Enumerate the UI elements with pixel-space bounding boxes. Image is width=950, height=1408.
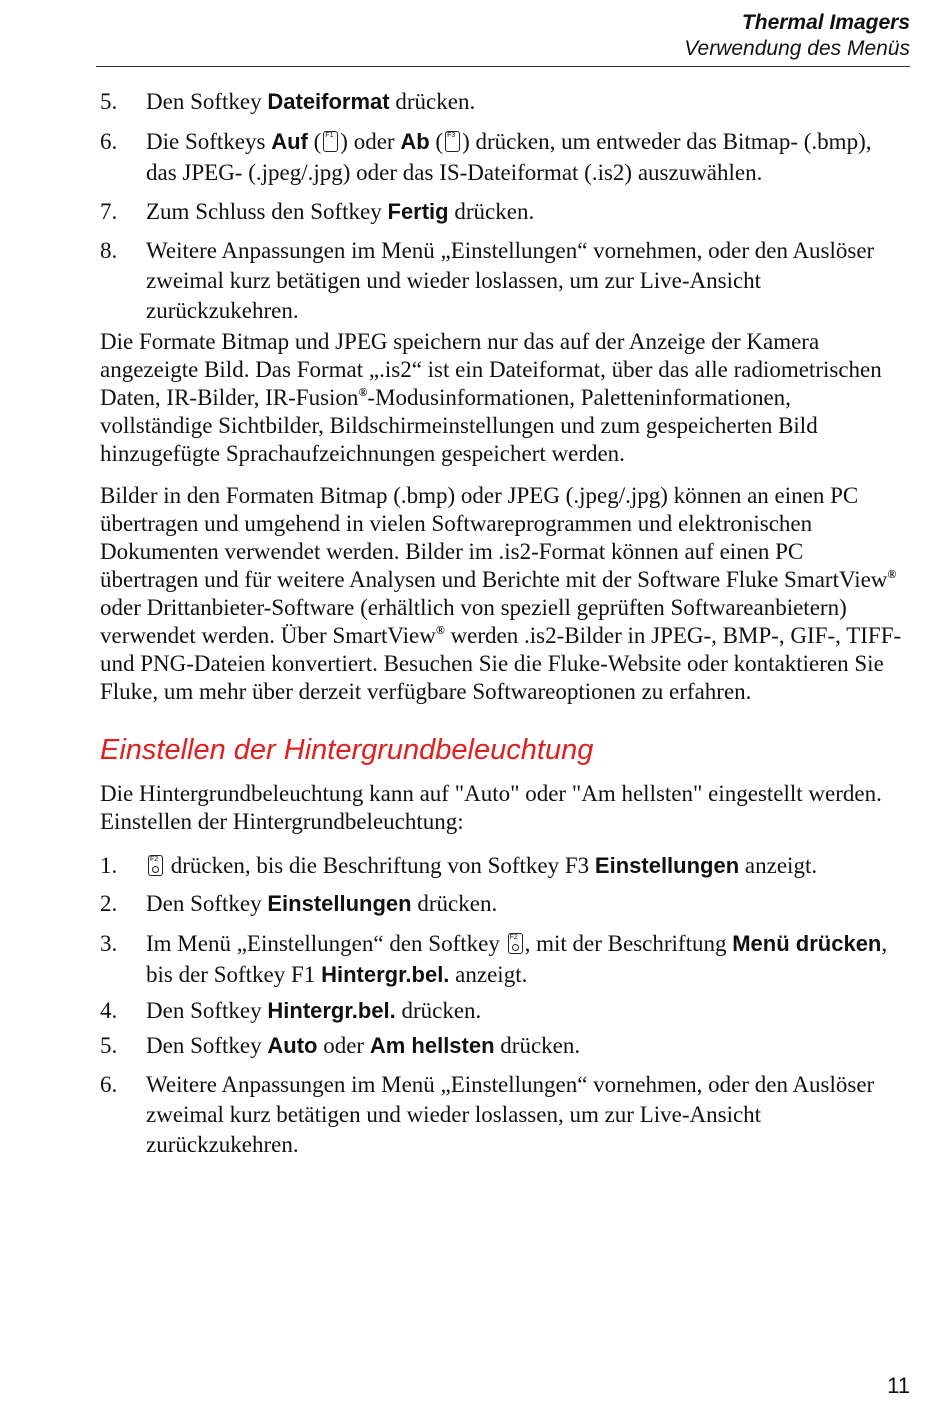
- steps-list-file-format: [100, 88, 906, 326]
- step-text: , mit der Beschriftung: [524, 931, 733, 956]
- f3-key-icon: F3: [445, 131, 460, 152]
- step-number: 5.: [100, 89, 118, 114]
- f2-key-icon: F2: [508, 933, 523, 954]
- step-text: drücken.: [389, 89, 476, 114]
- step-text: oder: [317, 1033, 370, 1058]
- step-text: drücken.: [448, 199, 535, 224]
- paragraph-backlight-intro: Die Hintergrundbeleuchtung kann auf "Auto" oder "Am hellsten" eingestellt werden. Einstellen der Hintergrundbeleuchtung:: [100, 781, 882, 834]
- f1-key-icon: F1: [323, 131, 338, 152]
- step-text: Den Softkey: [146, 1033, 268, 1058]
- step-text: drücken.: [411, 891, 498, 916]
- step-text: Im Menü „Einstellungen“ den Softkey: [146, 931, 506, 956]
- step-text: (: [307, 129, 322, 154]
- page-header: [684, 10, 910, 62]
- step-text: Den Softkey: [146, 891, 268, 916]
- step-text: Die Softkeys: [146, 129, 272, 154]
- list-item: [100, 126, 906, 188]
- softkey-label: Auf: [271, 129, 308, 154]
- header-rule: [96, 66, 910, 67]
- list-item: [100, 852, 906, 880]
- step-number: 6.: [100, 129, 118, 154]
- step-number: 2.: [100, 891, 118, 916]
- softkey-label: Dateiformat: [267, 89, 390, 114]
- step-number: 4.: [100, 998, 118, 1023]
- step-text: Weitere Anpassungen im Menü „Einstellungen“ vornehmen, oder den Auslöser zweimal kurz betätigen und wieder loslassen, um zur Live-Ansicht zurückzukehren.: [146, 1072, 875, 1157]
- step-number: 6.: [100, 1072, 118, 1097]
- step-number: 5.: [100, 1033, 118, 1058]
- registered-mark: ®: [887, 567, 897, 581]
- step-text: drücken, bis die Beschriftung von Softkey F3: [165, 853, 595, 878]
- step-text: , bis der Softkey F1: [146, 931, 888, 987]
- list-item: [100, 928, 906, 990]
- step-number: 8.: [100, 238, 118, 263]
- header-subtitle: Verwendung des Menüs: [684, 37, 910, 60]
- list-item: [100, 890, 906, 918]
- softkey-label: Hintergr.bel.: [321, 962, 450, 987]
- paragraph-software: Bilder in den Formaten Bitmap (.bmp) oder JPEG (.jpeg/.jpg) können an einen PC übertragen und umgehend in vielen Softwareprogrammen und elektronischen Dokumenten verwendet werden. Bilder im .is2-Format können auf einen PC übertragen und für weitere Analysen und Berichte mit der Software Fluke SmartView® oder Drittanbieter-Software (erhältlich von speziell geprüften Softwareanbietern) verwendet werden. Über SmartView® werden .is2-Bilder in JPEG-, BMP-, GIF-, TIFF- und PNG-Dateien konvertiert. Besuchen Sie die Fluke-Website oder kontaktieren Sie Fluke, um mehr über derzeit verfügbare Softwareoptionen zu erfahren.: [100, 483, 902, 704]
- steps-list-backlight: [100, 852, 906, 1160]
- paragraph-file-formats: Die Formate Bitmap und JPEG speichern nur das auf der Anzeige der Kamera angezeigte Bild. Das Format „.is2“ ist ein Dateiformat, über das alle radiometrischen Daten, IR-Bilder, IR-Fusion®-Modusinformationen, Paletteninformationen, vollständige Sichtbilder, Bildschirmeinstellungen und zum gespeicherten Bild hinzugefügte Sprachaufzeichnungen gespeichert werden.: [100, 329, 882, 466]
- step-text: anzeigt.: [739, 853, 818, 878]
- softkey-label: Ab: [400, 129, 430, 154]
- step-text: (: [429, 129, 444, 154]
- softkey-label: Hintergr.bel.: [267, 998, 396, 1023]
- registered-mark: ®: [435, 623, 445, 637]
- header-title: Thermal Imagers: [741, 11, 910, 34]
- softkey-label: Am hellsten: [369, 1033, 495, 1058]
- step-text: drücken.: [494, 1033, 581, 1058]
- step-text: Den Softkey: [146, 998, 268, 1023]
- list-item: [100, 236, 906, 326]
- list-item: [100, 198, 906, 226]
- step-number: 7.: [100, 199, 118, 224]
- softkey-label: Auto: [267, 1033, 318, 1058]
- page-number: 11: [887, 1373, 910, 1398]
- f2-key-icon: F2: [148, 855, 163, 876]
- page-content: [100, 88, 906, 1160]
- step-text: ) drücken, um entweder das Bitmap- (.bmp), das JPEG- (.jpeg/.jpg) oder das IS-Dateiformat (.is2) auszuwählen.: [146, 129, 872, 185]
- registered-mark: ®: [358, 385, 368, 399]
- softkey-label: Menü drücken: [732, 931, 882, 956]
- softkey-label: Fertig: [387, 199, 449, 224]
- list-item: [100, 1070, 906, 1160]
- section-heading: Einstellen der Hintergrundbeleuchtung: [100, 734, 594, 766]
- list-item: [100, 997, 906, 1025]
- step-number: 1.: [100, 853, 118, 878]
- step-text: Den Softkey: [146, 89, 268, 114]
- step-text: Zum Schluss den Softkey: [146, 199, 388, 224]
- step-text: anzeigt.: [449, 962, 528, 987]
- list-item: [100, 88, 906, 116]
- step-number: 3.: [100, 931, 118, 956]
- step-text: Weitere Anpassungen im Menü „Einstellungen“ vornehmen, oder den Auslöser zweimal kurz betätigen und wieder loslassen, um zur Live-Ansicht zurückzukehren.: [146, 238, 875, 323]
- list-item: [100, 1032, 906, 1060]
- step-text: ) oder: [340, 129, 401, 154]
- softkey-label: Einstellungen: [267, 891, 412, 916]
- step-text: drücken.: [395, 998, 482, 1023]
- softkey-label: Einstellungen: [594, 853, 740, 878]
